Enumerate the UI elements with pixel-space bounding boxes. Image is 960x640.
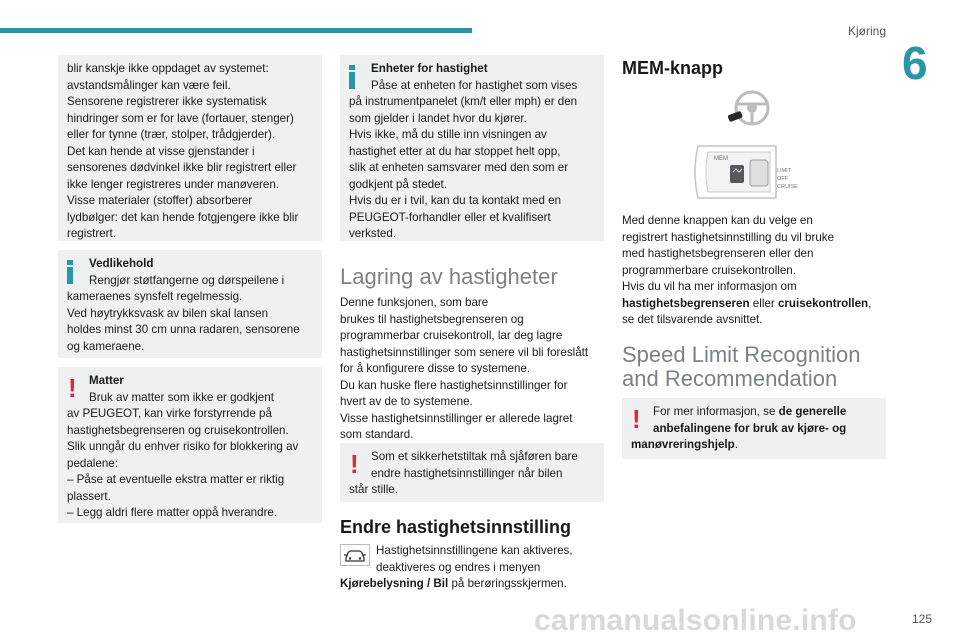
intro-box: [58, 55, 322, 241]
maintenance-box: Vedlikehold Rengjør støtfangerne og dørspeilene i kameraenes synsfelt regelmessig. Ved høytrykksvask av bilen skal lansen holdes minst 30 cm unna radaren, sensorene og kameraene.: [58, 250, 322, 358]
watermark: carmanualsonline.info: [534, 604, 857, 637]
maintenance-title: Vedlikehold: [89, 257, 154, 270]
chapter-title: Kjøring: [847, 24, 886, 38]
info-icon: [349, 65, 355, 89]
intro-text: blir kanskje ikke oppdaget av systemet: avstandsmålinger kan være feil. Sensorene registrerer ikke systematisk hindringer som er for lave (fortauer, stenger) eller for tynne (trær, stolper, trådgjerder). Det kan hende at visse gjenstander i sensorenes dødvinkel ikke blir registrert eller ikke lenger registreres under manøveren. Visse materialer (stoffer) absorberer lydbølger: det kan hende fotgjengere ikke blir registrert.: [67, 62, 299, 240]
stalk-label-mem: MEM: [714, 156, 728, 162]
chapter-number: 6: [902, 37, 928, 89]
slr-heading: Speed Limit Recognition and Recommendation: [622, 342, 861, 391]
warning-icon: !: [632, 404, 641, 434]
warning-icon: !: [350, 449, 359, 479]
header-accent-bar: [0, 28, 472, 33]
stalk-label-cruise: CRUISE: [777, 184, 798, 190]
speed-units-box: Enheter for hastighet Påse at enheten for hastighet som vises på instrumentpanelet (km/t eller mph) er den som gjelder i landet hvor du kjører. Hvis ikke, må du stille inn visningen av hastighet etter at du har stoppet helt opp, slik at enheten samsvarer med den som er godkjent på stedet. Hvis du er i tvil, kan du ta kontakt med en PEUGEOT-forhandler eller et kvalifisert verksted.: [340, 55, 604, 241]
change-text: Hastighetsinnstillingene kan aktiveres, deaktiveres og endres i menyen Kjørebelysning / Bil på berøringsskjermen.: [340, 544, 573, 590]
mem-stalk-illustration: [680, 86, 810, 206]
change-heading: Endre hastighetsinnstilling: [340, 517, 572, 537]
stalk-label-off: OFF: [777, 176, 788, 182]
mats-warning-box: ! Matter Bruk av matter som ikke er godkjent av PEUGEOT, kan virke forstyrrende på hastighetsbegrenseren og cruisekontrollen. Slik unngår du enhver risiko for blokkering av pedalene: – Påse at eventuelle ekstra matter er riktig plassert. – Legg aldri flere matter oppå hverandre.: [58, 367, 322, 523]
mem-text: Med denne knappen kan du velge en registrert hastighetsinnstilling du vil bruke med hastighetsbegrenseren eller den programmerbare cruisekontrollen. Hvis du vil ha mer informasjon om hastighetsbegrenseren eller cruisekontrollen, se det tilsvarende avsnittet.: [622, 214, 872, 326]
page-number: 125: [911, 612, 932, 626]
storage-text: Denne funksjonen, som bare brukes til hastighetsbegrenseren og programmerbar cruisekontroll, lar deg lagre hastighetsinnstillinger som senere vil bli foreslått for å konfigurere disse to systemene. Du kan huske flere hastighetsinnstillinger for hvert av de to systemene. Visse hastighetsinnstillinger er allerede lagret som standard.: [340, 296, 589, 441]
stalk-label-limit: LIMIT: [777, 168, 792, 174]
storage-heading: Lagring av hastigheter: [340, 264, 558, 289]
mats-title: Matter: [89, 374, 124, 387]
info-icon: [67, 260, 73, 284]
safety-warning-box: ! Som et sikkerhetstiltak må sjåføren bare endre hastighetsinnstillinger når bilen står stille.: [340, 443, 604, 502]
speed-units-title: Enheter for hastighet: [371, 62, 488, 75]
warning-icon: !: [68, 373, 77, 403]
slr-warning-box: ! For mer informasjon, se de generelle anbefalingene for bruk av kjøre- og manøvreringshjelp.: [622, 398, 886, 459]
mem-heading: MEM-knapp: [622, 58, 723, 78]
